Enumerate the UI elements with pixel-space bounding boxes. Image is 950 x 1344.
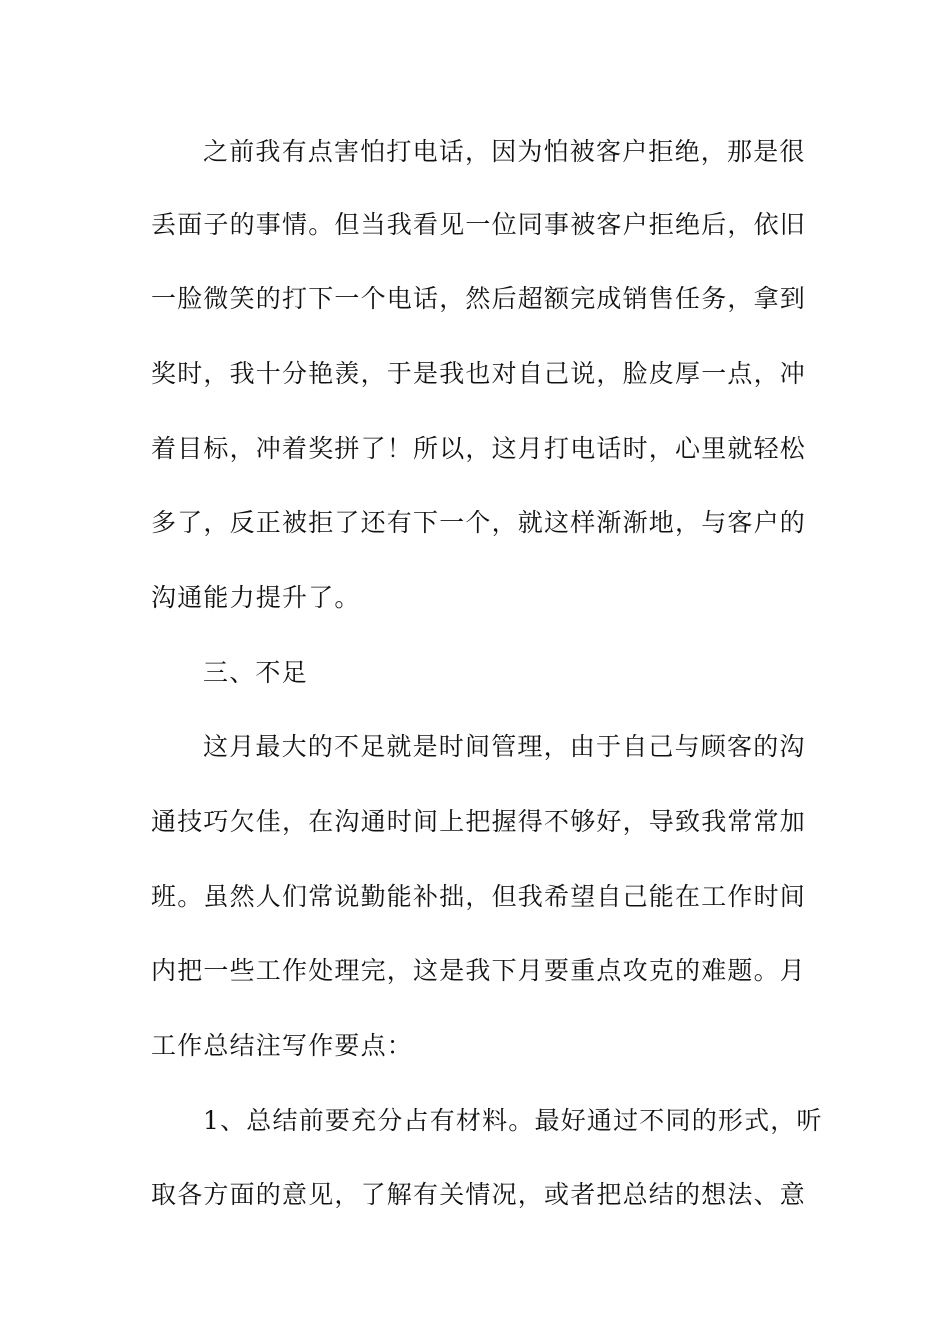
section-heading: 三、不足 bbox=[203, 658, 308, 687]
text-line: 奖时，我十分艳羡，于是我也对自己说，脸皮厚一点，冲 bbox=[151, 359, 807, 388]
text-line: 班。虽然人们常说勤能补拙，但我希望自己能在工作时间 bbox=[151, 882, 807, 911]
text-line: 这月最大的不足就是时间管理，由于自己与顾客的沟 bbox=[203, 732, 806, 761]
text-line: 着目标，冲着奖拼了！所以，这月打电话时，心里就轻松 bbox=[151, 434, 807, 463]
text-line: 多了，反正被拒了还有下一个，就这样渐渐地，与客户的 bbox=[151, 508, 807, 537]
text-line: 取各方面的意见，了解有关情况，或者把总结的想法、意 bbox=[151, 1180, 807, 1209]
text-line: 工作总结注写作要点： bbox=[151, 1031, 414, 1060]
text-line: 内把一些工作处理完，这是我下月要重点攻克的难题。月 bbox=[151, 956, 807, 985]
text-line: 之前我有点害怕打电话，因为怕被客户拒绝，那是很 bbox=[203, 137, 806, 166]
text-line: 一脸微笑的打下一个电话，然后超额完成销售任务，拿到 bbox=[151, 284, 807, 313]
text-line: 通技巧欠佳，在沟通时间上把握得不够好，导致我常常加 bbox=[151, 807, 807, 836]
text-line: 沟通能力提升了。 bbox=[151, 583, 361, 612]
text-line: 1、总结前要充分占有材料。最好通过不同的形式，听 bbox=[203, 1106, 823, 1135]
text-line: 丢面子的事情。但当我看见一位同事被客户拒绝后，依旧 bbox=[151, 210, 807, 239]
